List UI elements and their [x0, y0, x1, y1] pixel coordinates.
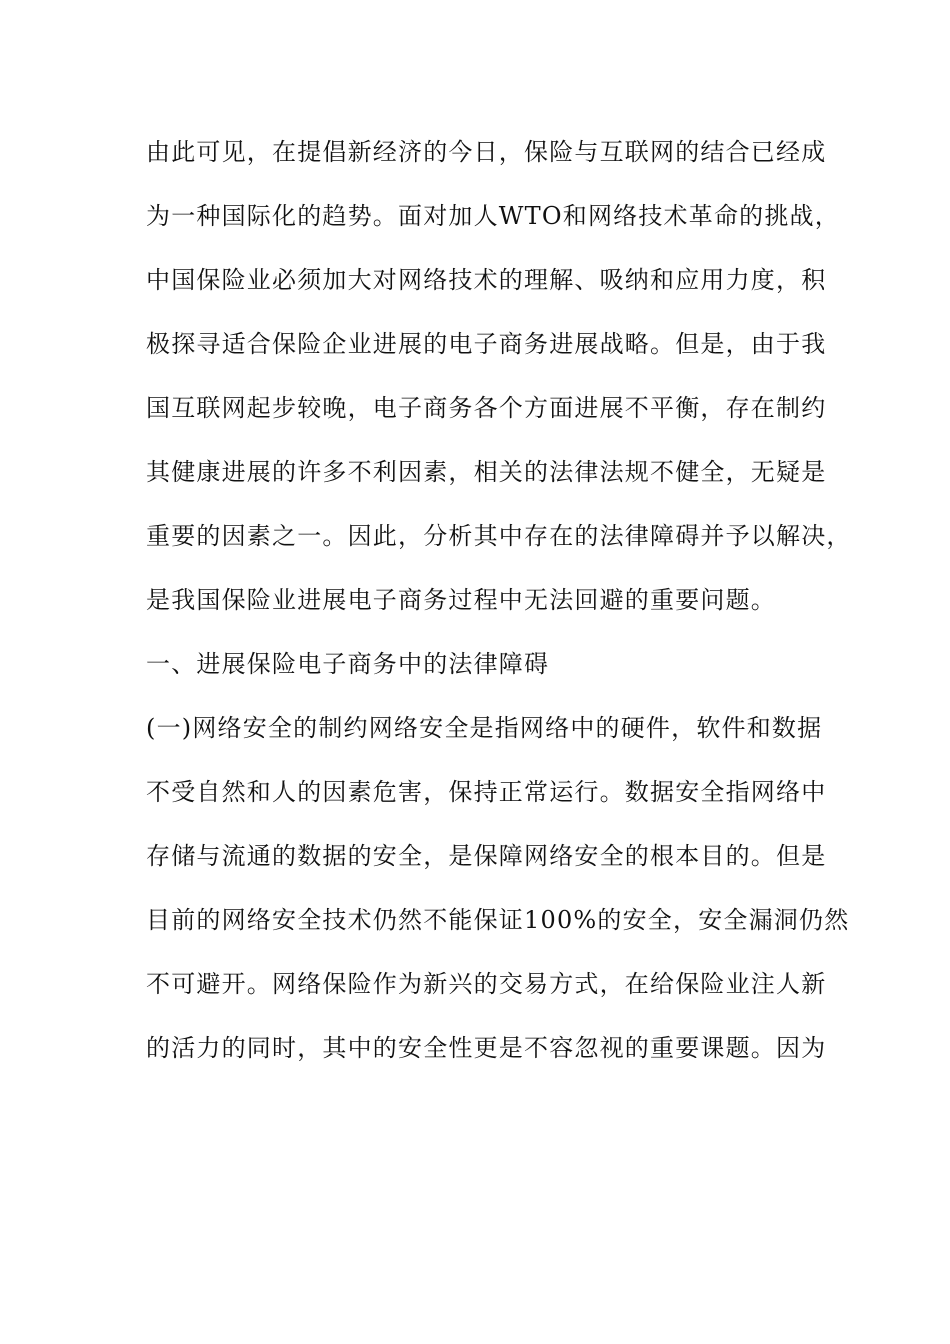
text-line-14: 不可避开。网络保险作为新兴的交易方式，在给保险业注人新 [146, 970, 827, 998]
text-line-5: 国互联网起步较晚，电子商务各个方面进展不平衡，存在制约 [146, 394, 827, 422]
section-heading: 一、进展保险电子商务中的法律障碍 [146, 650, 550, 678]
text-line-8: 是我国保险业进展电子商务过程中无法回避的重要问题。 [146, 586, 776, 614]
text-line-10: (一)网络安全的制约网络安全是指网络中的硬件，软件和数据 [146, 714, 823, 742]
text-line-12: 存储与流通的数据的安全，是保障网络安全的根本目的。但是 [146, 842, 827, 870]
text-line-6: 其健康进展的许多不利因素，相关的法律法规不健全，无疑是 [146, 458, 827, 486]
text-line-15: 的活力的同时，其中的安全性更是不容忽视的重要课题。因为 [146, 1034, 827, 1062]
text-line-7: 重要的因素之一。因此，分析其中存在的法律障碍并予以解决， [146, 522, 852, 550]
text-line-13: 目前的网络安全技术仍然不能保证100%的安全，安全漏洞仍然 [146, 906, 850, 934]
text-line-3: 中国保险业必须加大对网络技术的理解、吸纳和应用力度，积 [146, 266, 827, 294]
text-line-1: 由此可见，在提倡新经济的今日，保险与互联网的结合已经成 [146, 138, 827, 166]
text-line-2: 为一种国际化的趋势。面对加人WTO和网络技术革命的挑战， [146, 202, 840, 230]
body-text [146, 132, 852, 1092]
text-line-11: 不受自然和人的因素危害，保持正常运行。数据安全指网络中 [146, 778, 827, 806]
text-line-4: 极探寻适合保险企业进展的电子商务进展战略。但是，由于我 [146, 330, 827, 358]
